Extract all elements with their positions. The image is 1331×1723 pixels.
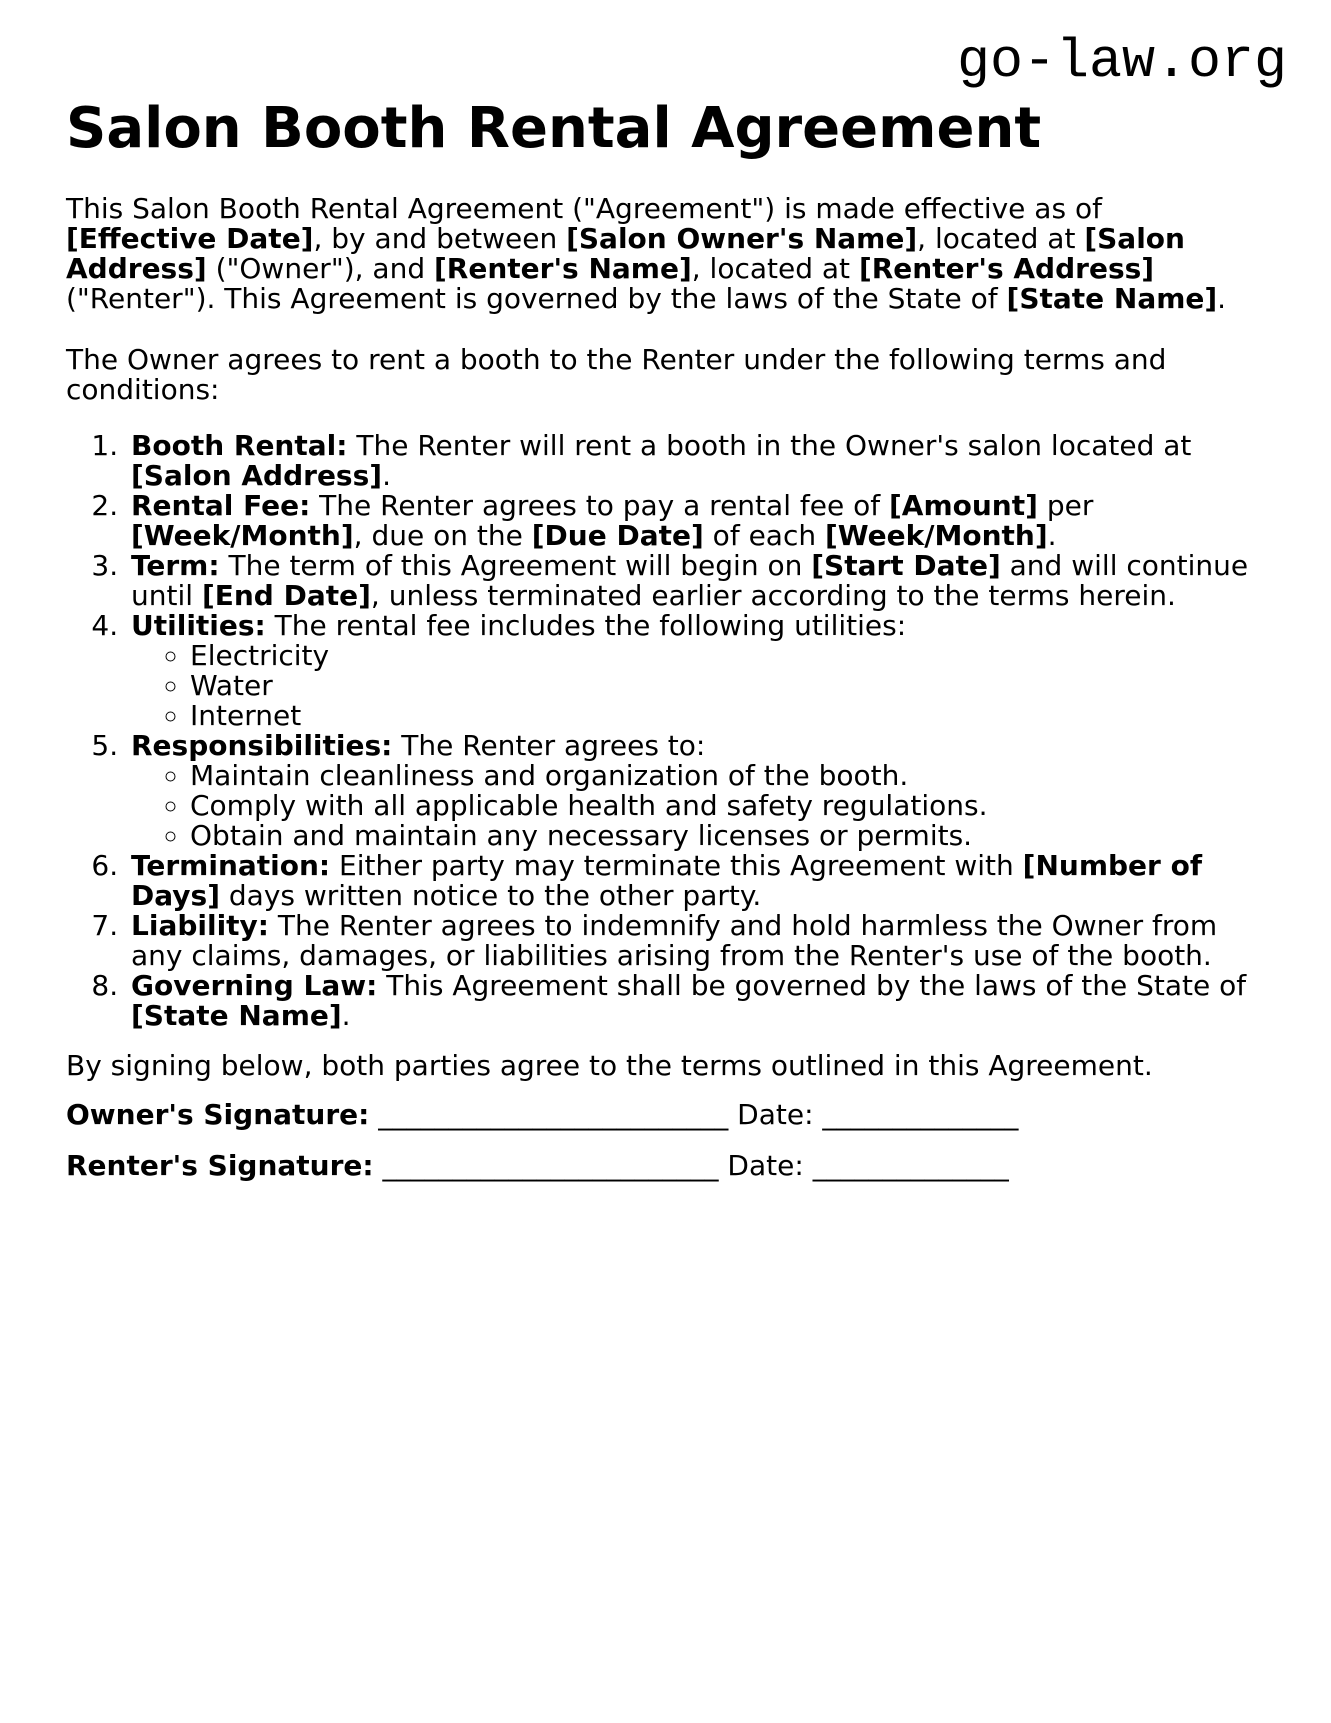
date-line: ______________ [812,1149,1009,1182]
placeholder-field: [Due Date] [531,519,704,552]
preamble-paragraph: The Owner agrees to rent a booth to the Renter under the following terms and conditions: [66,343,1167,406]
term-sub-item: ◦ Internet [190,701,1253,731]
site-logo: go-law.org [956,30,1287,93]
placeholder-field: [Effective Date] [66,222,314,255]
placeholder-field: Governing Law: [131,969,378,1002]
placeholder-field: [End Date] [201,579,371,612]
term-item [127,491,1253,551]
placeholder-field: [Number of Days] [131,849,1203,912]
text-run: This Salon Booth Rental Agreement ("Agreement") is made effective as of [66,192,1102,225]
placeholder-field: [Renter's Name] [434,252,692,285]
placeholder-field: [Amount] [888,489,1038,522]
placeholder-field: [Salon Address] [131,459,383,492]
placeholder-field: [Salon Address] [66,222,1185,285]
text-run: . [341,999,351,1032]
placeholder-field: Booth Rental: [131,429,348,462]
text-run: The Renter agrees to pay a rental fee of [310,489,889,522]
text-run: , located at [691,252,859,285]
signature-section [66,1100,1253,1181]
term-sub-list [131,641,1253,731]
text-run: of each [703,519,825,552]
placeholder-field: [Week/Month] [131,519,354,552]
term-sub-item: ◦ Obtain and maintain any necessary licenses or permits. [190,821,1253,851]
placeholder-field: Liability: [131,909,270,942]
text-run: The rental fee includes the following utilities: [265,609,907,642]
placeholder-field: [State Name] [1006,282,1218,315]
term-item [127,611,1253,731]
term-sub-list [131,761,1253,851]
date-label: Date: [727,1149,813,1182]
text-run: The Renter will rent a booth in the Owner's salon located at [347,429,1192,462]
text-run: , due on the [353,519,532,552]
page-title: Salon Booth Rental Agreement [66,96,1042,161]
placeholder-field: Responsibilities: [131,729,393,762]
text-run: per [1037,489,1094,522]
text-run: ("Renter"). This Agreement is governed by the laws of the State of [66,282,1007,315]
term-sub-item: ◦ Comply with all applicable health and safety regulations. [190,791,1253,821]
signature-label: Renter's Signature: [66,1149,374,1182]
text-run: , unless terminated earlier according to the terms herein. [370,579,1176,612]
text-run: , by and between [313,222,567,255]
term-sub-item: ◦ Water [190,671,1253,701]
text-run: and will continue until [131,549,1249,612]
signature-line: _________________________ [369,1098,738,1131]
placeholder-field: Utilities: [131,609,266,642]
placeholder-field: [State Name] [131,999,342,1032]
placeholder-field: [Start Date] [811,549,1001,582]
term-sub-item: ◦ Maintain cleanliness and organization of the booth. [190,761,1253,791]
signature-line: ________________________ [373,1149,728,1182]
closing-paragraph: By signing below, both parties agree to the terms outlined in this Agreement. [66,1049,1153,1082]
text-run: , located at [917,222,1085,255]
text-run: days written notice to the other party. [220,879,762,912]
placeholder-field: [Salon Owner's Name] [566,222,918,255]
signature-label: Owner's Signature: [66,1098,370,1131]
text-run: Either party may terminate this Agreement with [330,849,1023,882]
term-item [127,911,1253,971]
owner-signature-row [66,1100,1253,1130]
text-run: . [1047,519,1057,552]
intro-paragraph [66,194,1253,314]
text-run: This Agreement shall be governed by the laws of the State of [377,969,1247,1002]
date-line: ______________ [822,1098,1019,1131]
text-run: The term of this Agreement will begin on [219,549,812,582]
term-item [127,731,1253,851]
text-run: The Renter agrees to indemnify and hold harmless the Owner from any claims, damages, or liabilities arising from the Renter's use of the booth. [131,909,1218,972]
text-run: The Renter agrees to: [392,729,706,762]
text-run: . [1217,282,1227,315]
placeholder-field: Termination: [131,849,331,882]
term-item [127,431,1253,491]
renter-signature-row [66,1151,1253,1181]
term-item [127,851,1253,911]
placeholder-field: [Renter's Address] [858,252,1155,285]
term-item [127,551,1253,611]
placeholder-field: Term: [131,549,220,582]
term-item [127,971,1253,1031]
text-run: ("Owner"), and [206,252,434,285]
terms-list [66,431,1253,1031]
date-label: Date: [737,1098,823,1131]
placeholder-field: Rental Fee: [131,489,311,522]
text-run: . [382,459,391,492]
placeholder-field: [Week/Month] [825,519,1048,552]
term-sub-item: ◦ Electricity [190,641,1253,671]
